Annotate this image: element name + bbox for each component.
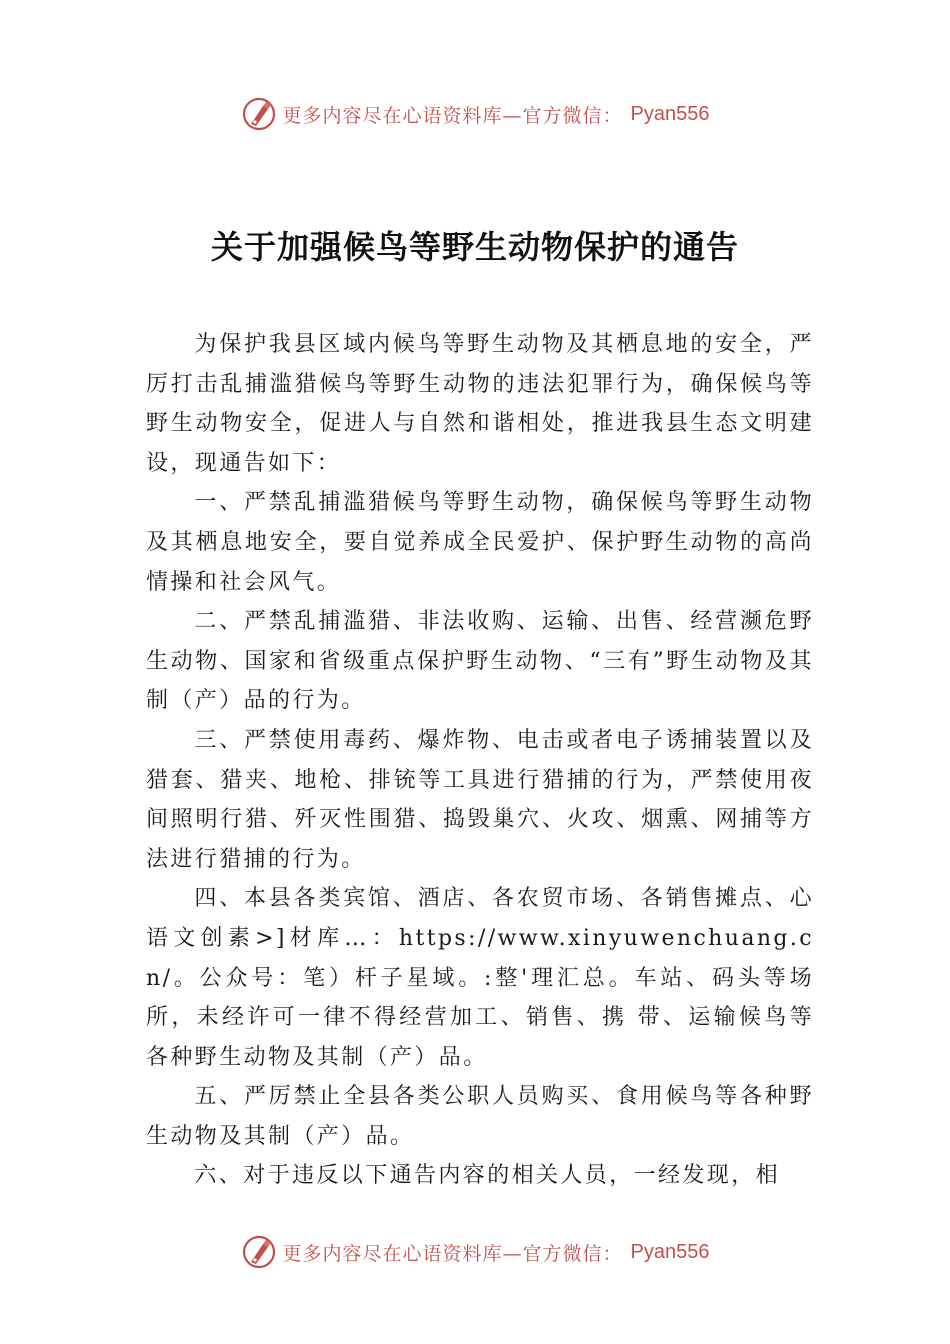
- paragraph-item-1: 一、严禁乱捕滥猎候鸟等野生动物，确保候鸟等野生动物及其栖息地安全，要自觉养成全民爱护、保护野生动物的高尚情操和社会风气。: [146, 490, 814, 595]
- pen-nib-logo-icon: [241, 1234, 277, 1270]
- paragraph-item-5: 五、严厉禁止全县各类公职人员购买、食用候鸟等各种野生动物及其制（产）品。: [146, 1084, 814, 1149]
- banner-text: 更多内容尽在心语资料库—官方微信：: [282, 1242, 623, 1265]
- footer-banner: [0, 1234, 950, 1270]
- wechat-id: Pyan556: [630, 1240, 710, 1263]
- paragraph-item-3: 三、严禁使用毒药、爆炸物、电击或者电子诱捕装置以及猎套、猎夹、地枪、排铳等工具进行猎捕的行为，严禁使用夜间照明行猎、歼灭性围猎、捣毁巢穴、火攻、烟熏、网捕等方法进行猎捕的行为。: [146, 727, 814, 872]
- paragraph-item-2: 二、严禁乱捕滥猎、非法收购、运输、出售、经营濒危野生动物、国家和省级重点保护野生动物、“三有”野生动物及其制（产）品的行为。: [146, 609, 814, 714]
- paragraph-intro: 为保护我县区域内候鸟等野生动物及其栖息地的安全，严厉打击乱捕滥猎候鸟等野生动物的违法犯罪行为，确保候鸟等野生动物安全，促进人与自然和谐相处，推进我县生态文明建设，现通告如下：: [146, 332, 814, 476]
- paragraph-item-6: 六、对于违反以下通告内容的相关人员，一经发现，相: [194, 1163, 780, 1189]
- pen-nib-logo-icon: [241, 96, 277, 132]
- document-title: 关于加强候鸟等野生动物保护的通告: [210, 228, 739, 266]
- document-body: [146, 325, 814, 1196]
- paragraph-item-4: 四、本县各类宾馆、酒店、各农贸市场、各销售摊点、心语文创素>]材库…：https://www.xinyuwenchuang.cn/。公众号：笔）杆子星域。:整'理汇总。车站、码头等场所，未经许可一律不得经营加工、销售、携 带、运输候鸟等各种野生动物及其制（产）品。: [146, 886, 814, 1070]
- wechat-id: Pyan556: [630, 102, 710, 125]
- header-banner: [0, 96, 950, 132]
- banner-text: 更多内容尽在心语资料库—官方微信：: [282, 104, 623, 127]
